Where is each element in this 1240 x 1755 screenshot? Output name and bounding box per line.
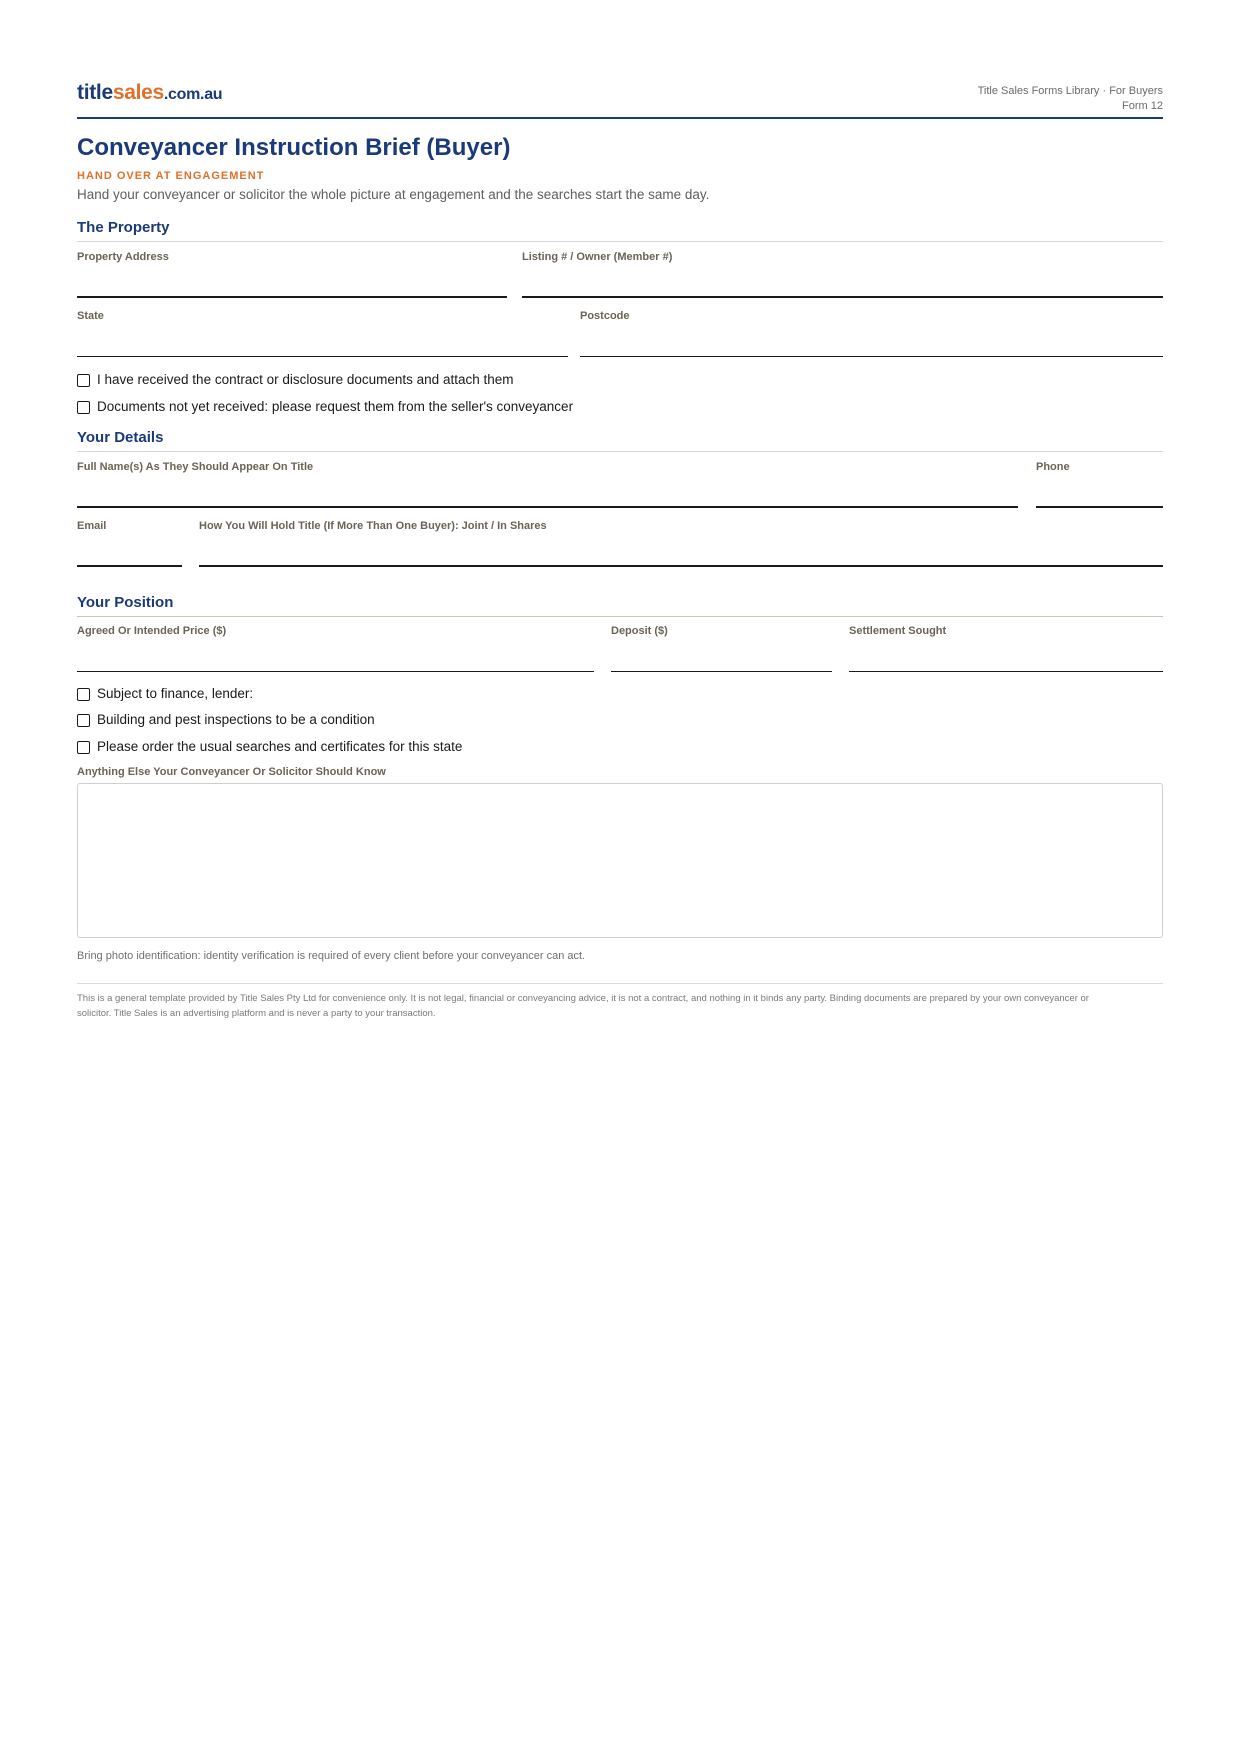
postcode-field[interactable] [580, 310, 1163, 358]
page-title: Conveyancer Instruction Brief (Buyer) [77, 134, 511, 161]
checkbox-icon[interactable] [77, 401, 90, 414]
footer-divider [77, 983, 1163, 984]
notes-textarea[interactable] [77, 783, 1163, 938]
postcode-label: Postcode [580, 310, 630, 322]
full-names-label: Full Name(s) As They Should Appear On Title [77, 461, 314, 473]
forms-library-label: Title Sales Forms Library · For Buyers [977, 85, 1163, 97]
hold-title-line[interactable] [199, 565, 1163, 567]
state-label: State [77, 310, 104, 322]
full-names-line[interactable] [77, 506, 1018, 508]
full-names-field[interactable] [77, 461, 1018, 509]
disclaimer-text: This is a general template provided by Title Sales Pty Ltd for convenience only. It is not legal, financial or conveyancing advice, it is not a contract, and nothing in it binds any party. Binding documents are prepared by your own conveyancer or solicitor. Title Sales is an advertising platform and is never a party to your transaction. [77, 993, 1089, 1019]
deposit-line[interactable] [611, 671, 832, 672]
section-heading-position: Your Position [77, 594, 1163, 617]
deposit-label: Deposit ($) [611, 625, 668, 637]
state-field[interactable] [77, 310, 568, 358]
titlesales-logo [77, 81, 222, 105]
listing-owner-label: Listing # / Owner (Member #) [522, 251, 673, 263]
phone-field[interactable] [1036, 461, 1163, 509]
checkbox-icon[interactable] [77, 688, 90, 701]
checkbox-icon[interactable] [77, 374, 90, 387]
listing-owner-field[interactable] [522, 251, 1163, 299]
checkbox-subject-to-finance-label: Subject to finance, lender: [97, 686, 254, 701]
deposit-field[interactable] [611, 625, 832, 673]
page-kicker: HAND OVER AT ENGAGEMENT [77, 170, 265, 182]
logo-part-title: title [77, 81, 113, 104]
checkbox-documents-received-label: I have received the contract or disclosure documents and attach them [97, 372, 514, 387]
logo-part-domain: .com.au [163, 86, 223, 103]
email-field[interactable] [77, 520, 182, 568]
checkbox-order-searches-label: Please order the usual searches and certificates for this state [97, 739, 463, 754]
checkbox-documents-not-received-label: Documents not yet received: please request them from the seller's conveyancer [97, 399, 574, 414]
hold-title-field[interactable] [199, 520, 1163, 568]
logo-part-sales: sales [112, 81, 164, 104]
postcode-line[interactable] [580, 356, 1163, 357]
settlement-line[interactable] [849, 671, 1163, 672]
section-heading-details: Your Details [77, 429, 1163, 452]
phone-line[interactable] [1036, 506, 1163, 508]
checkbox-icon[interactable] [77, 714, 90, 727]
email-label: Email [77, 520, 107, 532]
price-line[interactable] [77, 671, 594, 672]
section-heading-property: The Property [77, 219, 1163, 242]
price-label: Agreed Or Intended Price ($) [77, 625, 227, 637]
property-address-field[interactable] [77, 251, 507, 299]
form-number: Form 12 [1122, 100, 1163, 112]
listing-owner-line[interactable] [522, 296, 1163, 298]
notes-label: Anything Else Your Conveyancer Or Solicitor Should Know [77, 766, 386, 778]
price-field[interactable] [77, 625, 594, 673]
page-header [77, 80, 1163, 119]
checkbox-icon[interactable] [77, 741, 90, 754]
photo-id-note: Bring photo identification: identity verification is required of every client before your conveyancer can act. [77, 950, 586, 962]
property-address-label: Property Address [77, 251, 169, 263]
page-intro: Hand your conveyancer or solicitor the whole picture at engagement and the searches start the same day. [77, 187, 710, 202]
settlement-field[interactable] [849, 625, 1163, 673]
email-line[interactable] [77, 565, 182, 567]
phone-label: Phone [1036, 461, 1070, 473]
property-address-line[interactable] [77, 296, 507, 298]
checkbox-inspections-condition-label: Building and pest inspections to be a condition [97, 712, 375, 727]
settlement-label: Settlement Sought [849, 625, 947, 637]
hold-title-label: How You Will Hold Title (If More Than One Buyer): Joint / In Shares [199, 520, 547, 532]
header-meta [978, 84, 1163, 114]
state-line[interactable] [77, 356, 568, 357]
